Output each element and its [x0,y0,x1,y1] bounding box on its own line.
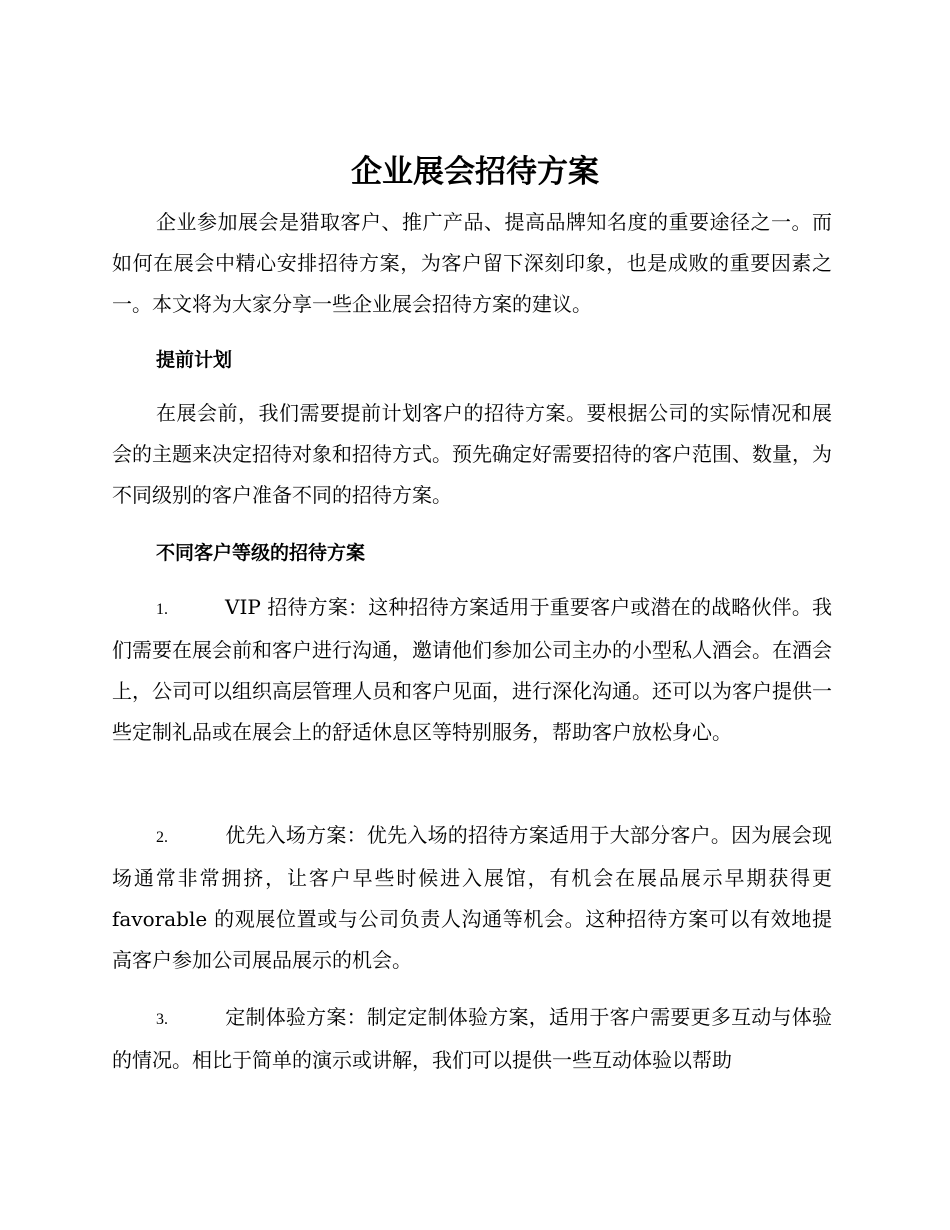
list-item-text: VIP 招待方案：这种招待方案适用于重要客户或潜在的战略伙伴。我们需要在展会前和客户进行沟通，邀请他们参加公司主办的小型私人酒会。在酒会上，公司可以组织高层管理人员和客户见面，进行深化沟通。还可以为客户提供一些定制礼品或在展会上的舒适休息区等特别服务，帮助客户放松身心。 [112,595,832,744]
list-item [112,587,832,753]
section-heading-plan: 提前计划 [156,349,233,371]
list-number: 1. [156,601,168,618]
list-item [112,815,832,981]
plan-paragraph: 在展会前，我们需要提前计划客户的招待方案。要根据公司的实际情况和展会的主题来决定招待对象和招待方式。预先确定好需要招待的客户范围、数量，为不同级别的客户准备不同的招待方案。 [112,401,832,507]
section-heading-tiers: 不同客户等级的招待方案 [156,542,366,564]
document-title: 企业展会招待方案 [351,154,599,190]
list-number: 2. [156,829,168,846]
list-item-text: 定制体验方案：制定定制体验方案，适用于客户需要更多互动与体验的情况。相比于简单的演示或讲解，我们可以提供一些互动体验以帮助 [112,1005,832,1072]
list-item-text: 优先入场方案：优先入场的招待方案适用于大部分客户。因为展会现场通常非常拥挤，让客户早些时候进入展馆，有机会在展品展示早期获得更 favorable 的观展位置或与公司负责人沟通等机会。这种招待方案可以有效地提高客户参加公司展品展示的机会。 [112,823,832,972]
list-item [112,997,832,1081]
list-number: 3. [156,1011,168,1028]
intro-paragraph: 企业参加展会是猎取客户、推广产品、提高品牌知名度的重要途径之一。而如何在展会中精心安排招待方案，为客户留下深刻印象，也是成败的重要因素之一。本文将为大家分享一些企业展会招待方案的建议。 [112,210,832,316]
